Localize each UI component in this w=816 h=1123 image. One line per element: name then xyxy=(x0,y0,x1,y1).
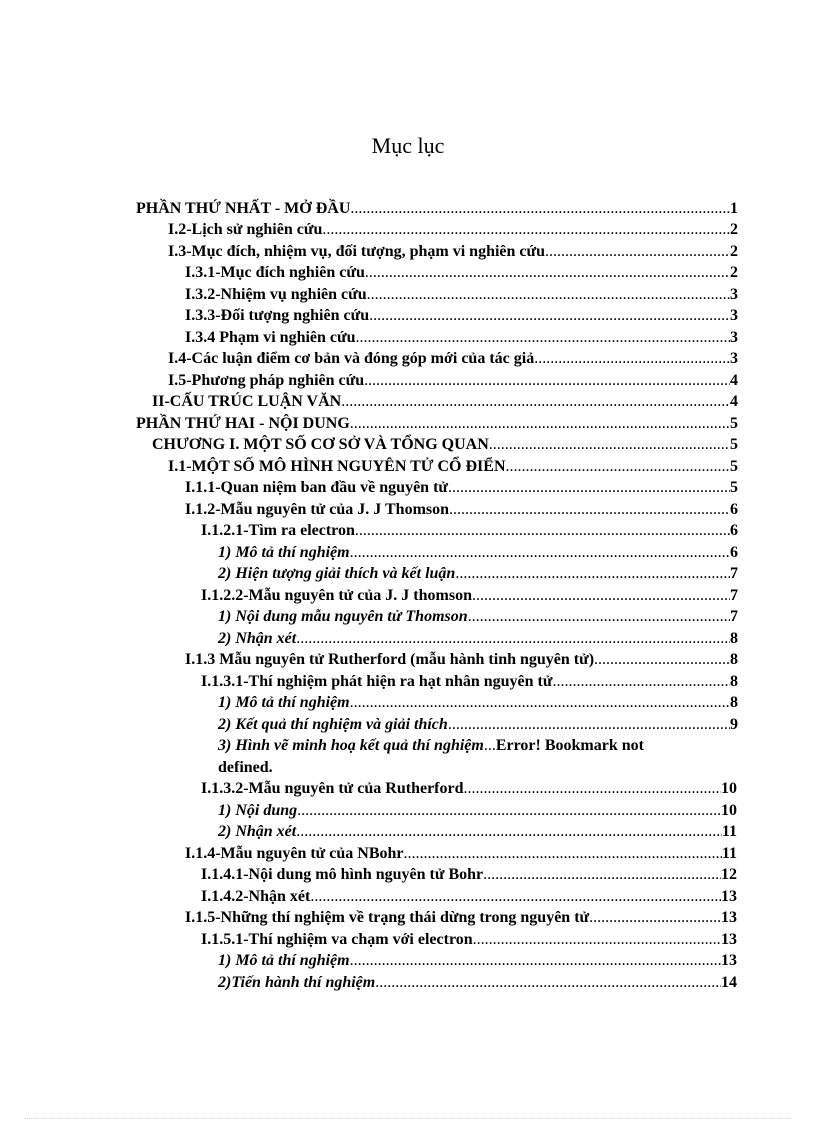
toc-entry[interactable]: 2)Tiến hành thí nghiệm ..... 14 xyxy=(218,971,737,993)
bookmark-error-text: Error! Bookmark not xyxy=(495,737,644,754)
page-title: Mục lục xyxy=(371,133,445,158)
toc-entry[interactable]: I.1.3 Mẫu nguyên tử Rutherford (mẫu hành tinh nguyên tử) ..... 8 xyxy=(185,648,738,670)
toc-entry[interactable]: PHẦN THỨ HAI - NỘI DUNG ..... 5 xyxy=(136,412,738,434)
toc-page-number: 13 xyxy=(721,888,737,905)
toc-entry[interactable]: 1) Mô tả thí nghiệm ..... 13 xyxy=(218,949,737,971)
toc-page-number: 3 xyxy=(730,350,738,367)
toc-page-number: 5 xyxy=(730,458,738,475)
toc-page-number: 7 xyxy=(730,608,738,625)
toc-entry[interactable]: I.1.3.2-Mẫu nguyên tử của Rutherford ..... 10 xyxy=(201,777,737,799)
toc-entry[interactable]: 1) Nội dung ..... 10 xyxy=(218,799,737,821)
toc-entry[interactable]: 2) Nhận xét ..... 11 xyxy=(218,820,737,842)
toc-entry[interactable]: 1) Mô tả thí nghiệm ..... 6 xyxy=(218,541,738,563)
toc-entry[interactable]: I.4-Các luận điểm cơ bản và đóng góp mới của tác giả ..... 3 xyxy=(168,347,738,369)
toc-entry[interactable]: I.1.4.1-Nội dung mô hình nguyên tử Bohr ..... 12 xyxy=(201,863,737,885)
toc-page-number: 9 xyxy=(730,716,738,733)
toc-entry[interactable]: I.2-Lịch sử nghiên cứu ..... 2 xyxy=(168,218,738,240)
toc-entry[interactable]: I.1.4.2-Nhận xét ..... 13 xyxy=(201,885,737,907)
toc-page-number: 13 xyxy=(721,909,737,926)
toc-page-number: 4 xyxy=(730,372,738,389)
toc-page-number: 3 xyxy=(730,307,738,324)
toc-entry[interactable]: I.1.1-Quan niệm ban đầu về nguyên tử ..... 5 xyxy=(185,476,738,498)
toc-entry[interactable]: I.3.3-Đối tượng nghiên cứu ..... 3 xyxy=(185,304,738,326)
toc-entry-bookmark-error[interactable]: 3) Hình vẽ minh hoạ kết quả thí nghiệm ... Error! Bookmark not xyxy=(218,737,644,754)
toc-page-number: 4 xyxy=(730,393,738,410)
toc-page-number: 3 xyxy=(730,286,738,303)
toc-entry[interactable]: I.1.5.1-Thí nghiệm va chạm với electron ..... 13 xyxy=(201,928,737,950)
toc-entry[interactable]: II-CẤU TRÚC LUẬN VĂN ..... 4 xyxy=(152,390,738,412)
toc-page-number: 3 xyxy=(730,329,738,346)
toc-entry[interactable]: 2) Kết quả thí nghiệm và giải thích ..... 9 xyxy=(218,713,738,735)
toc-page-number: 2 xyxy=(730,221,738,238)
toc-page-number: 7 xyxy=(730,587,738,604)
toc-page-number: 5 xyxy=(730,436,738,453)
toc-entry[interactable]: 1) Mô tả thí nghiệm ..... 8 xyxy=(218,691,738,713)
toc-entry[interactable]: 2) Hiện tượng giải thích và kết luận ..... 7 xyxy=(218,562,738,584)
toc-entry[interactable]: I.3.2-Nhiệm vụ nghiên cứu ..... 3 xyxy=(185,283,738,305)
toc-page-number: 11 xyxy=(721,845,737,862)
toc-page-number: 13 xyxy=(721,952,737,969)
toc-page-number: 8 xyxy=(730,651,738,668)
toc-page-number: 5 xyxy=(730,479,738,496)
toc-entry[interactable]: I.1-MỘT SỐ MÔ HÌNH NGUYÊN TỬ CỔ ĐIỂN ..... 5 xyxy=(168,455,738,477)
toc-page-number: 11 xyxy=(721,823,737,840)
toc-entry[interactable]: PHẦN THỨ NHẤT - MỞ ĐẦU ..... 1 xyxy=(136,197,738,219)
toc-page-number: 2 xyxy=(730,264,738,281)
bookmark-error-continuation: defined. xyxy=(218,759,273,776)
toc-entry[interactable]: I.1.2-Mẫu nguyên tử của J. J Thomson ..... 6 xyxy=(185,498,738,520)
toc-entry[interactable]: I.1.3.1-Thí nghiệm phát hiện ra hạt nhân nguyên tử ..... 8 xyxy=(201,670,738,692)
toc-page-number: 12 xyxy=(721,866,737,883)
toc-page-number: 6 xyxy=(730,522,738,539)
toc-page-number: 10 xyxy=(721,780,737,797)
toc-entry[interactable]: CHƯƠNG I. MỘT SỐ CƠ SỞ VÀ TỔNG QUAN ..... 5 xyxy=(152,433,738,455)
toc-page-number: 2 xyxy=(730,243,738,260)
toc-entry[interactable]: I.1.4-Mẫu nguyên tử của NBohr ..... 11 xyxy=(185,842,737,864)
toc-page-number: 8 xyxy=(730,673,738,690)
toc-page-number: 5 xyxy=(730,415,738,432)
toc-entry[interactable]: 2) Nhận xét ..... 8 xyxy=(218,627,738,649)
page-bottom-border xyxy=(24,1118,792,1119)
toc-page-number: 14 xyxy=(721,974,737,991)
toc-page-number: 1 xyxy=(730,200,738,217)
toc-page-number: 6 xyxy=(730,544,738,561)
toc-page-number: 7 xyxy=(730,565,738,582)
toc-entry[interactable]: I.1.2.1-Tìm ra electron ..... 6 xyxy=(201,519,738,541)
toc-entry[interactable]: I.1.2.2-Mẫu nguyên tử của J. J thomson ..... 7 xyxy=(201,584,738,606)
toc-entry[interactable]: 1) Nội dung mẫu nguyên tử Thomson ..... 7 xyxy=(218,605,738,627)
toc-page-number: 13 xyxy=(721,931,737,948)
toc-entry[interactable]: I.5-Phương pháp nghiên cứu ..... 4 xyxy=(168,369,738,391)
toc-entry[interactable]: I.1.5-Những thí nghiệm về trạng thái dừng trong nguyên tử ..... 13 xyxy=(185,906,737,928)
toc-page-number: 8 xyxy=(730,694,738,711)
toc-entry[interactable]: I.3.4 Phạm vi nghiên cứu ..... 3 xyxy=(185,326,738,348)
toc-page-number: 6 xyxy=(730,501,738,518)
toc-page-number: 8 xyxy=(730,630,738,647)
toc-page-number: 10 xyxy=(721,802,737,819)
toc-entry[interactable]: I.3-Mục đích, nhiệm vụ, đối tượng, phạm vi nghiên cứu ..... 2 xyxy=(168,240,738,262)
toc-entry[interactable]: I.3.1-Mục đích nghiên cứu ..... 2 xyxy=(185,261,738,283)
